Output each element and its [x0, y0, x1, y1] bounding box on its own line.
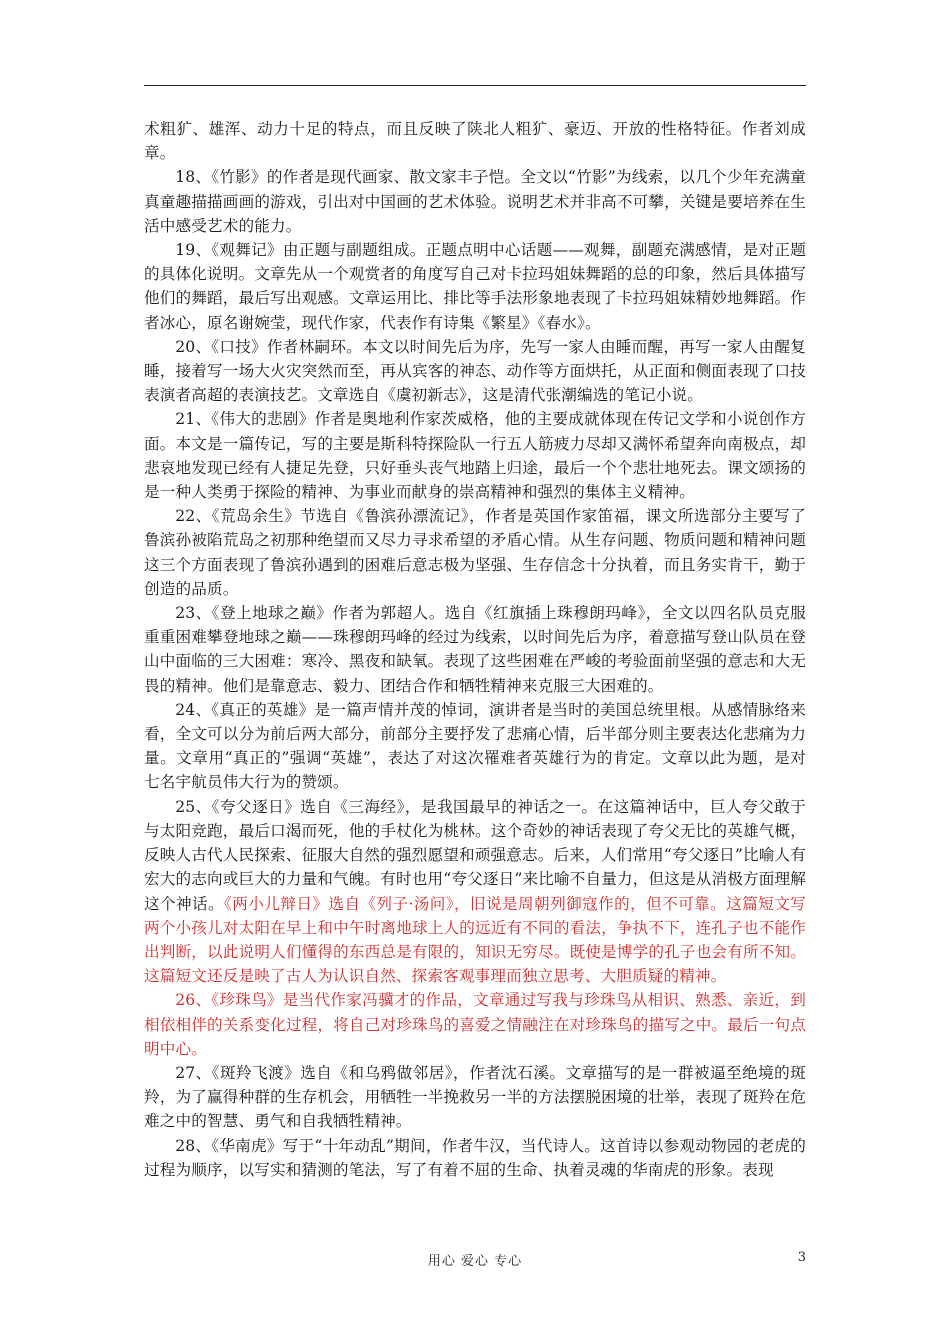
- paragraph-26: [144, 988, 806, 1061]
- paragraph-19: 19、《观舞记》由正题与副题组成。正题点明中心话题——观舞，副题充满感情，是对正题的具体化说明。文章先从一个观赏者的角度写自己对卡拉玛姐妹舞蹈的总的印象，然后具体描写他们的舞蹈，最后写出观感。文章运用比、排比等手法形象地表现了卡拉玛姐妹精妙地舞蹈。作者冰心，原名谢婉莹，现代作家，代表作有诗集《繁星》《春水》。: [144, 241, 806, 332]
- paragraph-23: 23、《登上地球之巅》作者为郭超人。选自《红旗插上珠穆朗玛峰》，全文以四名队员克服重重困难攀登地球之巅——珠穆朗玛峰的经过为线索，以时间先后为序，着意描写登山队员在登山中面临的三大困难：寒冷、黑夜和缺氧。表现了这些困难在严峻的考验面前坚强的意志和大无畏的精神。他们是靠意志、毅力、团结合作和牺牲精神来克服三大困难的。: [144, 604, 806, 695]
- footer-motto: 用心 爱心 专心: [427, 1254, 523, 1269]
- highlighted-text: 26、《珍珠鸟》是当代作家冯骥才的作品，文章通过写我与珍珠鸟从相识、熟悉、亲近，到相依相伴的关系变化过程，将自己对珍珠鸟的喜爱之情融注在对珍珠鸟的描写之中。最后一句点明中心。: [144, 991, 806, 1058]
- paragraph-21: 21、《伟大的悲剧》作者是奥地利作家茨威格，他的主要成就体现在传记文学和小说创作方面。本文是一篇传记，写的主要是斯科特探险队一行五人筋疲力尽却又满怀希望奔向南极点，却悲哀地发现已经有人捷足先登，只好垂头丧气地踏上归途，最后一个个悲壮地死去。课文颂扬的是一种人类勇于探险的精神、为事业而献身的崇高精神和强烈的集体主义精神。: [144, 410, 806, 502]
- paragraph-22: 22、《荒岛余生》节选自《鲁滨孙漂流记》，作者是英国作家笛福，课文所选部分主要写了鲁滨孙被陷荒岛之初那种绝望而又尽力寻求希望的矛盾心情。从生存问题、物质问题和精神问题这三个方面表现了鲁滨孙遇到的困难后意志极为坚强、生存信念十分执着，而且务实肯干，勤于创造的品质。: [144, 507, 806, 598]
- document-body: [144, 117, 806, 1182]
- highlighted-text: 《两小儿辩日》选自《列子·汤问》，旧说是周朝列御寇作的，但不可靠。这篇短文写两个小孩儿对太阳在早上和中午时离地球上人的远近有不同的看法，争执不下，连孔子也不能作出判断，以此说明人们懂得的东西总是有限的，知识无穷尽。既使是博学的孔子也会有所不知。这篇短文还反是映了古人为认识自然、探索客观事理而独立思考、大胆质疑的精神。: [144, 894, 806, 986]
- paragraph-20: 20、《口技》作者林嗣环。本文以时间先后为序，先写一家人由睡而醒，再写一家人由醒复睡，接着写一场大火灾突然而至，再从宾客的神态、动作等方面烘托，从正面和侧面表现了口技表演者高超的表演技艺。文章选自《虞初新志》，这是清代张潮编选的笔记小说。: [144, 337, 806, 405]
- paragraph-18: 18、《竹影》的作者是现代画家、散文家丰子恺。全文以“竹影”为线索，以几个少年充满童真童趣描描画画的游戏，引出对中国画的艺术体验。说明艺术并非高不可攀，关键是要培养在生活中感受艺术的能力。: [144, 168, 806, 235]
- paragraph-27: 27、《斑羚飞渡》选自《和乌鸦做邻居》，作者沈石溪。文章描写的是一群被逼至绝境的斑羚，为了赢得种群的生存机会，用牺牲一半挽救另一半的方法摆脱困境的壮举，表现了斑羚在危难之中的智慧、勇气和自我牺牲精神。: [144, 1063, 806, 1131]
- paragraph-24: 24、《真正的英雄》是一篇声情并茂的悼词，演讲者是当时的美国总统里根。从感情脉络来看，全文可以分为前后两大部分，前部分主要抒发了悲痛心情，后半部分则主要表达化悲痛为力量。文章用“真正的”强调“英雄”，表达了对这次罹难者英雄行为的肯定。文章以此为题，是对七名宇航员伟大行为的赞颂。: [144, 700, 806, 792]
- paragraph-28: 28、《华南虎》写于“十年动乱”期间，作者牛汉，当代诗人。这首诗以参观动物园的老虎的过程为顺序，以写实和猜测的笔法，写了有着不屈的生命、执着灵魂的华南虎的形象。表现: [144, 1136, 806, 1179]
- header-rule: [144, 85, 806, 86]
- page-number: 3: [797, 1250, 806, 1265]
- paragraph-25: 25、《夸父逐日》选自《三海经》，是我国最早的神话之一。在这篇神话中，巨人夸父敢于与太阳竞跑，最后口渴而死，他的手杖化为桃林。这个奇妙的神话表现了夸父无比的英雄气概，反映人古代人民探索、征服大自然的强烈愿望和顽强意志。后来，人们常用“夸父逐日”比喻人有宏大的志向或巨大的力量和气魄。有时也用“夸父逐日”来比喻不自量力，但这是从消极方面理解这个神话。《两小儿辩日》选自《列子·汤问》，旧说是周朝列御寇作的，但不可靠。这篇短文写两个小孩儿对太阳在早上和中午时离地球上人的远近有不同的看法，争执不下，连孔子也不能作出判断，以此说明人们懂得的东西总是有限的，知识无穷尽。既使是博学的孔子也会有所不知。这篇短文还反是映了古人为认识自然、探索客观事理而独立思考、大胆质疑的精神。: [144, 797, 806, 986]
- paragraph-continued: 术粗犷、雄浑、动力十足的特点，而且反映了陕北人粗犷、豪迈、开放的性格特征。作者刘成章。: [144, 120, 806, 163]
